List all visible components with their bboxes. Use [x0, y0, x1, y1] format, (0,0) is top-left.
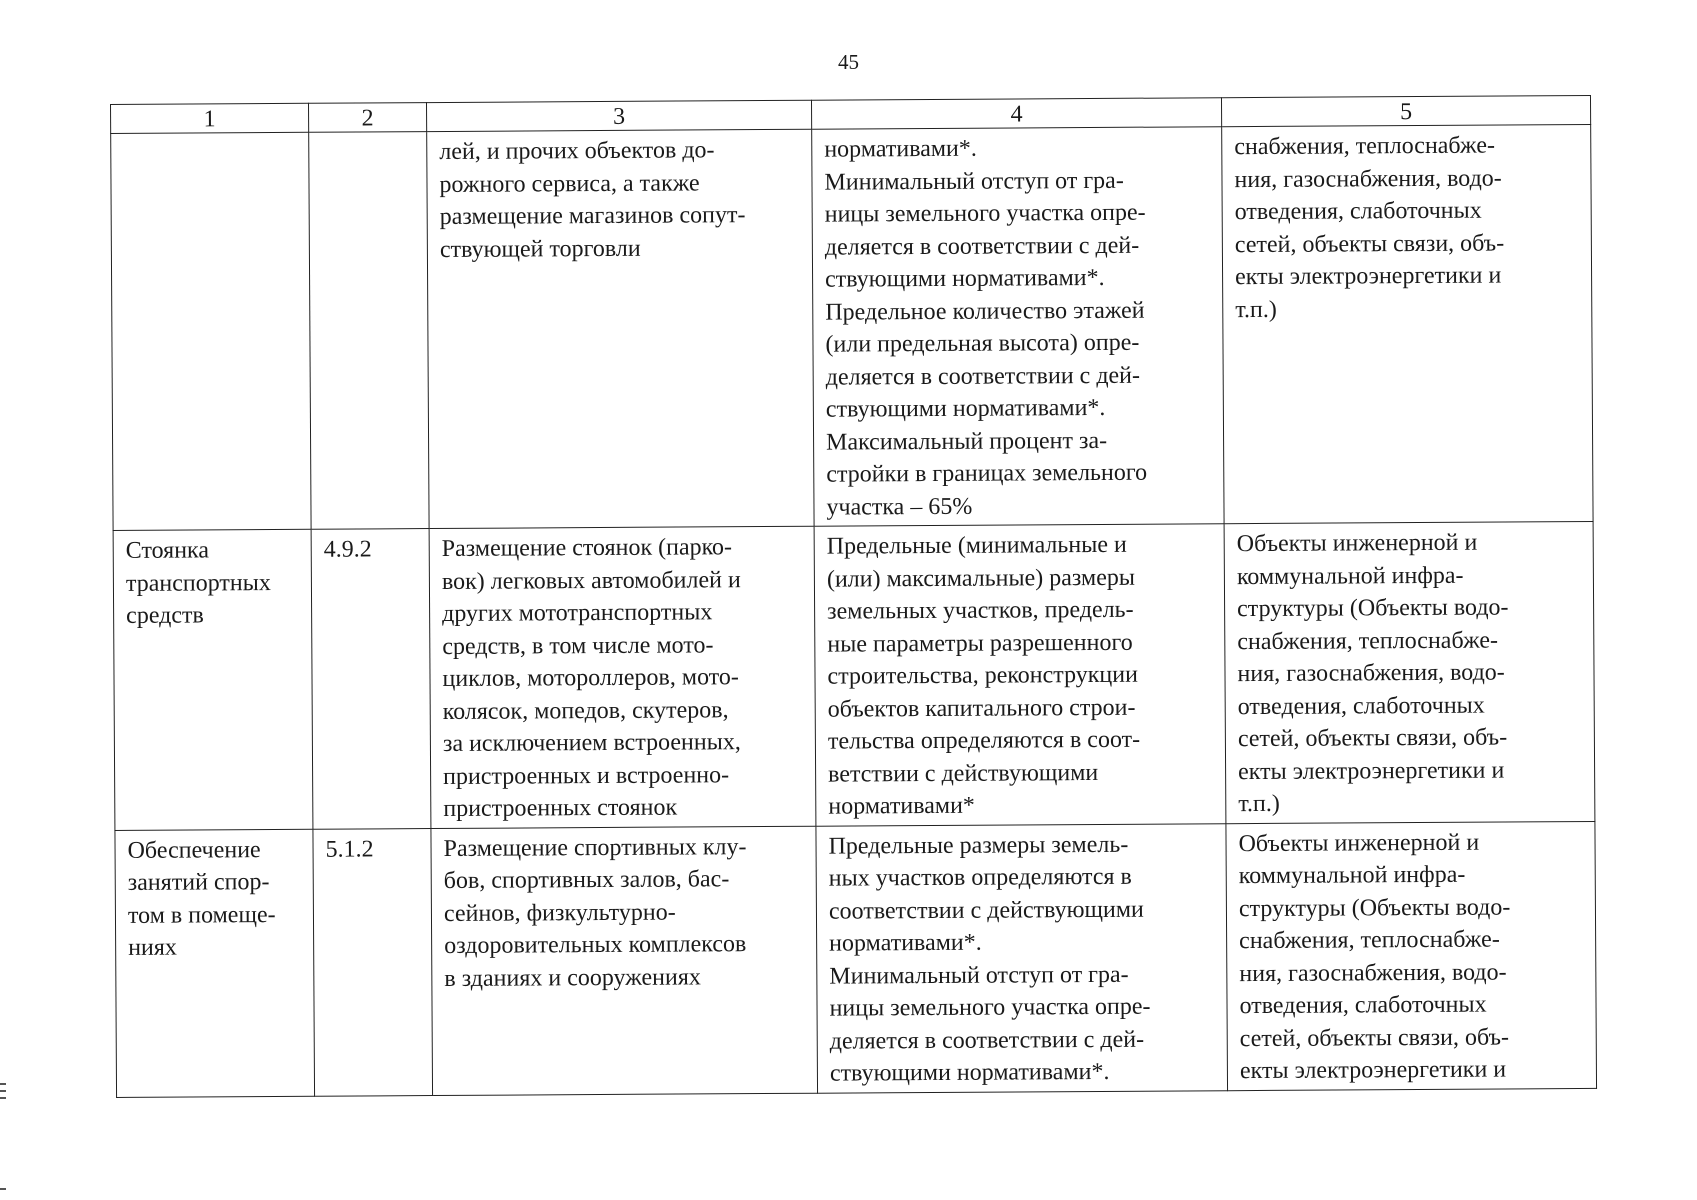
- cell-text: Размещение стоянок (парко- вок) легковых автомобилей и других мототранспортных средств, в том числе мото- циклов, мотороллеров, мото- колясок, мопедов, скутеров, за исключением встроенных, пристроенных и встроенно- пристроенных стоянок: [441, 534, 741, 822]
- column-header: 2: [308, 103, 426, 133]
- cell-text: [321, 136, 416, 137]
- table-cell: [814, 524, 1226, 826]
- cell-text: Предельные размеры земель- ных участков определяются в соответствии с действующими нормативами*. Минимальный отступ от гра- ницы земельного участка опре- деляется в соответствии с дей- ствующими нормативами*.: [828, 831, 1151, 1087]
- cell-text: Объекты инженерной и коммунальной инфра- структуры (Объекты водо- снабжения, теплоснабже- ния, газоснабжения, водо- отведения, слаботочных сетей, объекты связи, объ- екты электроэнергетики и т.п.): [1236, 529, 1509, 818]
- table-cell: [816, 823, 1228, 1092]
- margin-mark: [0, 1188, 6, 1190]
- table-cell: [111, 132, 311, 530]
- table-row: [115, 821, 1597, 1097]
- cell-text: лей, и прочих объектов до- рожного сервиса, а также размещение магазинов сопут- ствующей торговли: [439, 137, 746, 263]
- page-number: 45: [838, 50, 859, 74]
- land-use-table: [110, 95, 1597, 1098]
- table-cell: [113, 529, 313, 830]
- cell-text: 5.1.2: [325, 835, 374, 863]
- table-row: [113, 521, 1595, 830]
- table-cell: [1222, 124, 1593, 523]
- table-cell: [1226, 821, 1597, 1090]
- table-row: [111, 124, 1593, 530]
- cell-text: Стоянка транспортных средств: [125, 537, 271, 629]
- table-cell: [1224, 521, 1595, 823]
- cell-text: Объекты инженерной и коммунальной инфра- структуры (Объекты водо- снабжения, теплоснабже- ния, газоснабжения, водо- отведения, слаботочных сетей, объекты связи, объ- екты электроэнергетики и: [1238, 829, 1511, 1085]
- cell-text: снабжения, теплоснабже- ния, газоснабжения, водо- отведения, слаботочных сетей, объекты связи, объ- екты электроэнергетики и т.п.): [1234, 132, 1505, 323]
- cell-text: Размещение спортивных клу- бов, спортивных залов, бас- сейнов, физкультурно- оздоровительных комплексов в зданиях и сооружениях: [443, 833, 747, 992]
- margin-mark: [0, 1097, 6, 1099]
- table-cell: [812, 127, 1224, 526]
- table-cell: [313, 828, 433, 1096]
- table-cell: [311, 529, 431, 829]
- table-cell: [427, 129, 814, 528]
- cell-text: нормативами*. Минимальный отступ от гра- ницы земельного участка опре- деляется в соответствии с дей- ствующими нормативами*. Предельное количество этажей (или предельная высота) опре- деляется в соответствии с дей- ствующими нормативами*. Максимальный процент за- стройки в границах земельного участка – 65%: [824, 135, 1148, 521]
- column-header: 5: [1221, 95, 1590, 126]
- table-cell: [115, 829, 315, 1097]
- cell-text: [123, 137, 298, 138]
- margin-mark: [0, 1090, 6, 1092]
- cell-text: Предельные (минимальные и (или) максимальные) размеры земельных участков, предель- ные параметры разрешенного строительства, реконструкции объектов капитального строи- тельства определяются в соот- ветствии с действующими нормативами*: [826, 531, 1141, 820]
- table-cell: [431, 826, 818, 1095]
- column-header: 3: [426, 100, 811, 131]
- column-header: 1: [111, 103, 309, 133]
- table-cell: [309, 132, 429, 530]
- cell-text: 4.9.2: [323, 536, 372, 563]
- margin-mark: [0, 1083, 6, 1085]
- column-header: 4: [811, 98, 1221, 130]
- table-cell: [429, 526, 816, 828]
- cell-text: Обеспечение занятий спор- том в помеще- ниях: [127, 836, 276, 961]
